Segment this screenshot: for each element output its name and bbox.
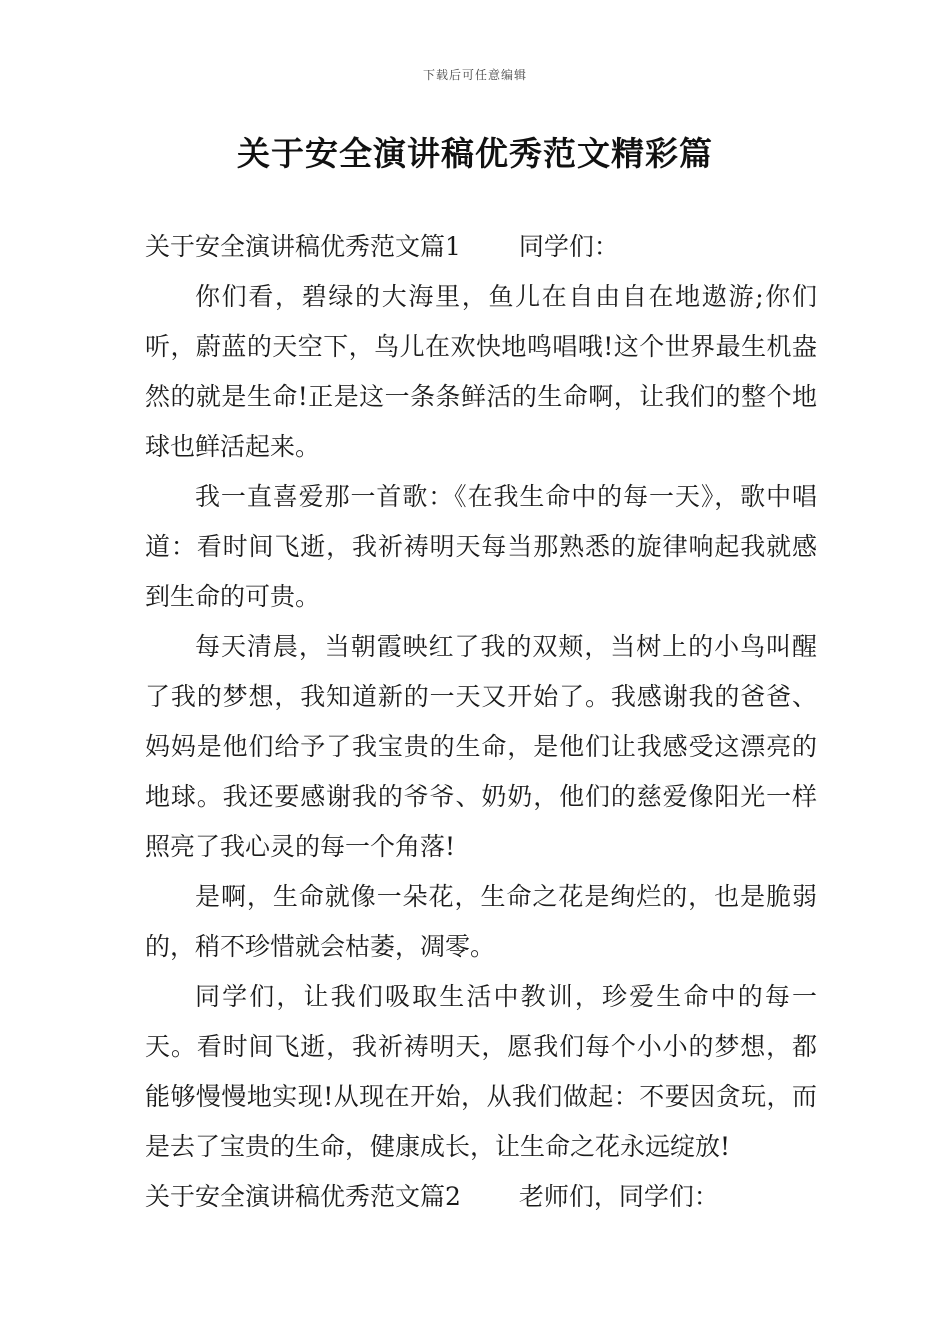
document-title: 关于安全演讲稿优秀范文精彩篇	[237, 134, 713, 173]
paragraph: 我一直喜爱那一首歌：《在我生命中的每一天》，歌中唱道：看时间飞逝，我祈祷明天每当那熟悉的旋律响起我就感到生命的可贵。	[145, 482, 817, 611]
section-title: 关于安全演讲稿优秀范文篇1	[145, 232, 461, 261]
paragraph: 是啊，生命就像一朵花，生命之花是绚烂的，也是脆弱的，稍不珍惜就会枯萎，凋零。	[145, 882, 817, 961]
paragraph: 你们看，碧绿的大海里，鱼儿在自由自在地遨游;你们听，蔚蓝的天空下，鸟儿在欢快地鸣唱哦!这个世界最生机盎然的就是生命!正是这一条条鲜活的生命啊，让我们的整个地球也鲜活起来。	[145, 282, 817, 461]
section-greeting: 老师们，同学们：	[518, 1182, 719, 1211]
section-title: 关于安全演讲稿优秀范文篇2	[145, 1182, 461, 1211]
header-note: 下载后可任意编辑	[422, 68, 527, 82]
paragraph: 每天清晨，当朝霞映红了我的双颊，当树上的小鸟叫醒了我的梦想，我知道新的一天又开始了。我感谢我的爸爸、妈妈是他们给予了我宝贵的生命，是他们让我感受这漂亮的地球。我还要感谢我的爷爷、奶奶，他们的慈爱像阳光一样照亮了我心灵的每一个角落!	[145, 632, 817, 861]
paragraph: 同学们，让我们吸取生活中教训，珍爱生命中的每一天。看时间飞逝，我祈祷明天，愿我们每个小小的梦想，都能够慢慢地实现!从现在开始，从我们做起：不要因贪玩，而是去了宝贵的生命，健康成长，让生命之花永远绽放!	[145, 982, 817, 1161]
section-heading-2	[145, 1172, 817, 1222]
document-body	[145, 222, 817, 1222]
section-heading-1	[145, 222, 817, 272]
section-greeting: 同学们：	[518, 232, 619, 261]
